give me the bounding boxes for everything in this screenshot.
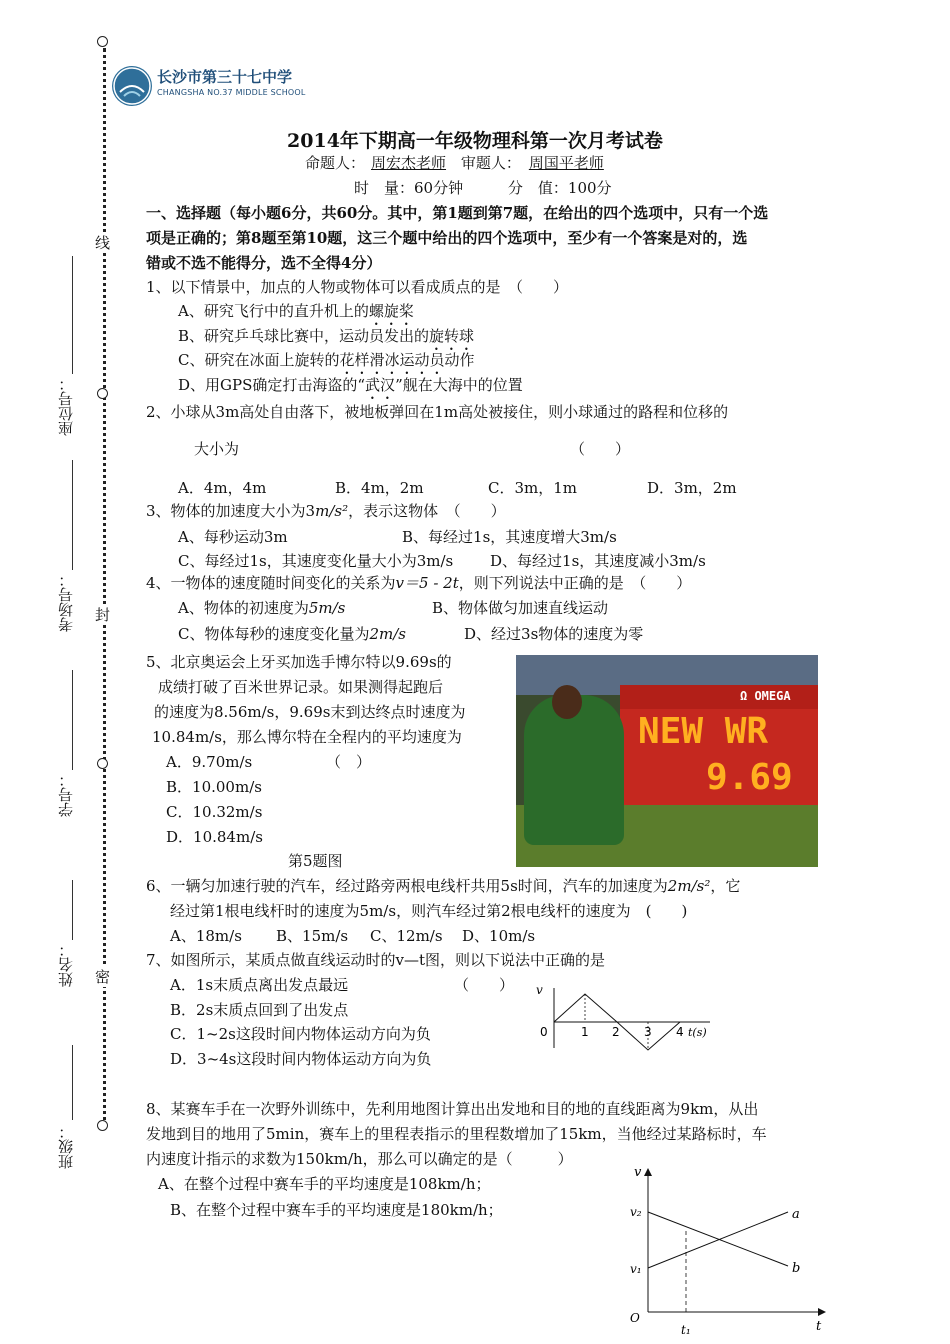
school-name-en: CHANGSHA NO.37 MIDDLE SCHOOL xyxy=(157,88,306,97)
photo-board-line1: NEW WR xyxy=(638,711,769,752)
reviewer-label: 审题人： xyxy=(460,154,521,172)
graph2-series-b: b xyxy=(792,1261,801,1276)
time-label: 时 量： xyxy=(354,179,415,197)
q6-stem-text: 6、一辆匀加速行驶的汽车，经过路旁两根电线杆共用5s时间，汽车的加速度为 xyxy=(146,877,668,895)
q7-paren: （ ） xyxy=(454,976,515,994)
q1-stem: 1、以下情景中，加点的人物或物体可以看成质点的是 （ ） xyxy=(146,278,569,296)
q1-a-text: A、研究飞行中的直升机上的 xyxy=(178,302,369,320)
q4-a-unit: 5m/s xyxy=(308,599,346,617)
q6-stem xyxy=(146,875,740,896)
q7-stem: 7、如图所示，某质点做直线运动时的v—t图，则以下说法中正确的是 xyxy=(146,951,606,969)
class-line xyxy=(72,1045,73,1120)
q2-stem-cont: 大小为 xyxy=(194,440,240,458)
q4-c-unit: 2m/s xyxy=(369,625,407,643)
q1-d-text: D、用GPS确定打击海盗的“ xyxy=(178,376,366,394)
exam-authors xyxy=(305,152,612,173)
q7-option-c: C．1~2s这段时间内物体运动方向为负 xyxy=(170,1025,431,1043)
q1-c-text: C、研究在冰面上旋转的 xyxy=(178,351,340,369)
graph2-v1: v₁ xyxy=(630,1262,642,1276)
seat-label: 座位号： xyxy=(57,376,75,436)
q4-stem-text: 4、一物体的速度随时间变化的关系为 xyxy=(146,574,396,592)
graph2-series-a: a xyxy=(792,1207,800,1222)
q3-unit: m/s² xyxy=(315,502,349,520)
q5-paren: （ ） xyxy=(326,753,372,771)
q7-vt-graph xyxy=(530,978,720,1058)
q4-formula: v＝5 - 2t xyxy=(395,574,459,592)
graph2-v2: v₂ xyxy=(630,1205,642,1219)
q3-stem-text: 3、物体的加速度大小为3 xyxy=(146,502,316,520)
score-value: 100分 xyxy=(567,179,612,197)
time-value: 60分钟 xyxy=(414,179,464,197)
photo-board-line2: 9.69 xyxy=(706,757,793,798)
photo-athlete-head xyxy=(552,685,582,719)
binding-mi: 密 xyxy=(95,968,111,986)
q1-b-text: B、研究乒乓球比赛中，运动员发出的 xyxy=(178,327,430,345)
q4-a-text: A、物体的初速度为 xyxy=(178,599,309,617)
q7-graph-tick: 3 xyxy=(644,1025,652,1039)
q7-graph-xlabel: t(s) xyxy=(688,1026,707,1039)
q7-option-b: B．2s末质点回到了出发点 xyxy=(170,1001,349,1019)
q4-c-text: C、物体每秒的速度变化量为 xyxy=(178,625,370,643)
binding-ring xyxy=(97,36,108,47)
q8-stem: 内速度计指示的求数为150km/h，那么可以确定的是（ ） xyxy=(146,1150,573,1168)
q1-option-d xyxy=(178,374,523,403)
q5-option-b: B．10.00m/s xyxy=(166,778,262,796)
q6-stem-tail: ，它 xyxy=(710,877,741,895)
vt-graph-ab xyxy=(620,1162,835,1340)
q7-option-a: A．1s末质点离出发点最远 xyxy=(170,976,349,994)
q8-stem: 发地到目的地用了5min，赛车上的里程表指示的里程数增加了15km，当他经过某路标时，车 xyxy=(146,1125,767,1143)
q5-photo xyxy=(516,655,818,867)
q2-option-b: B．4m，2m xyxy=(335,479,424,497)
q7-graph-ylabel: v xyxy=(536,983,543,997)
q4-stem xyxy=(146,572,691,593)
q5-option-a: A．9.70m/s xyxy=(166,753,253,771)
q1-d-tail: ”舰在大海中的位置 xyxy=(395,376,523,394)
section1-instruction: 一、选择题（每小题6分，共60分。其中，第1题到第7题，在给出的四个选项中，只有一个选 xyxy=(146,204,769,222)
q6-stem-cont: 经过第1根电线杆时的速度为5m/s，则汽车经过第2根电线杆的速度为 ( ) xyxy=(170,902,688,920)
q2-option-a: A．4m，4m xyxy=(178,479,267,497)
binding-xian: 线 xyxy=(95,234,111,252)
exam-title: 2014年下期高一年级物理科第一次月考试卷 xyxy=(287,130,663,152)
school-logo-icon xyxy=(112,66,152,106)
q4-option-b: B、物体做匀加速直线运动 xyxy=(432,599,609,617)
q5-option-d: D．10.84m/s xyxy=(166,828,263,846)
q4-option-c xyxy=(178,623,406,644)
photo-scoreboard xyxy=(620,685,818,805)
photo-brand: Ω OMEGA xyxy=(740,689,791,703)
q4-stem-tail: ，则下列说法中正确的是 （ ） xyxy=(458,574,692,592)
graph2-ylabel: v xyxy=(634,1165,642,1180)
q6-option-b: B、15m/s xyxy=(276,927,349,945)
q3-stem-tail: ，表示这物体 （ ） xyxy=(348,502,506,520)
q7-graph-origin: 0 xyxy=(540,1025,548,1039)
room-line xyxy=(72,460,73,570)
q3-stem xyxy=(146,500,506,521)
name-line xyxy=(72,880,73,940)
q7-graph-tick: 1 xyxy=(581,1025,589,1039)
section1-instruction: 项是正确的；第8题至第10题，这三个题中给出的四个选项中，至少有一个答案是对的，选 xyxy=(146,229,748,247)
q1-d-emph: 武汉 xyxy=(365,376,396,394)
setter-label: 命题人： xyxy=(305,154,366,172)
binding-ring xyxy=(97,758,108,769)
q3-option-b: B、每经过1s，其速度增大3m/s xyxy=(402,528,617,546)
exam-time-score xyxy=(354,177,612,198)
q1-c-tail: 动作 xyxy=(444,351,475,369)
q1-c-emph: 花样滑冰运动员 xyxy=(339,351,445,369)
q5-stem: 成绩打破了百米世界记录。如果测得起跑后 xyxy=(158,678,444,696)
section1-instruction: 错或不选不能得分，选不全得4分） xyxy=(146,254,382,272)
q3-option-c: C、每经过1s，其速度变化量大小为3m/s xyxy=(178,552,454,570)
q4-option-a xyxy=(178,597,345,618)
score-label: 分 值： xyxy=(507,179,568,197)
q5-stem: 的速度为8.56m/s，9.69s末到达终点时速度为 xyxy=(154,703,466,721)
q7-graph-tick: 2 xyxy=(612,1025,620,1039)
q2-paren: （ ） xyxy=(570,440,631,458)
graph2-t1: t₁ xyxy=(681,1323,691,1337)
q3-option-a: A、每秒运动3m xyxy=(178,528,288,546)
graph2-origin: O xyxy=(630,1311,640,1325)
room-label: 考场号： xyxy=(57,572,75,632)
q6-option-d: D、10m/s xyxy=(462,927,536,945)
q6-option-c: C、12m/s xyxy=(370,927,443,945)
seat-line xyxy=(72,256,73,374)
q2-stem: 2、小球从3m高处自由落下，被地板弹回在1m高处被接住，则小球通过的路程和位移的 xyxy=(146,403,729,421)
q2-option-d: D．3m，2m xyxy=(647,479,737,497)
binding-ring xyxy=(97,1120,108,1131)
student-id-line xyxy=(72,670,73,770)
q1-a-emph: 螺旋桨 xyxy=(368,302,414,320)
q6-unit: 2m/s² xyxy=(667,877,711,895)
q6-option-a: A、18m/s xyxy=(170,927,242,945)
q7-option-d: D．3~4s这段时间内物体运动方向为负 xyxy=(170,1050,432,1068)
school-name: 长沙市第三十七中学 xyxy=(157,68,293,86)
q5-stem: 5、北京奥运会上牙买加选手博尔特以9.69s的 xyxy=(146,653,452,671)
reviewer-name: 周国平老师 xyxy=(528,154,604,172)
q5-stem: 10.84m/s，那么博尔特在全程内的平均速度为 xyxy=(152,728,462,746)
setter-name: 周宏杰老师 xyxy=(371,154,447,172)
q8-stem: 8、某赛车手在一次野外训练中，先利用地图计算出出发地和目的地的直线距离为9km，从出 xyxy=(146,1100,759,1118)
binding-ring xyxy=(97,388,108,399)
q8-option-a: A、在整个过程中赛车手的平均速度是108km/h； xyxy=(158,1175,491,1193)
name-label: 姓名： xyxy=(57,942,75,987)
q1-b-emph: 旋转球 xyxy=(429,327,475,345)
q5-option-c: C．10.32m/s xyxy=(166,803,263,821)
graph2-xlabel: t xyxy=(816,1319,822,1334)
photo-athlete xyxy=(524,695,624,845)
q8-option-b: B、在整个过程中赛车手的平均速度是180km/h； xyxy=(170,1201,503,1219)
q3-option-d: D、每经过1s，其速度减小3m/s xyxy=(490,552,706,570)
student-id-label: 学号： xyxy=(57,772,75,817)
q4-option-d: D、经过3s物体的速度为零 xyxy=(464,625,644,643)
q2-option-c: C．3m，1m xyxy=(488,479,578,497)
binding-feng: 封 xyxy=(95,606,111,624)
class-label: 班级： xyxy=(57,1124,75,1169)
q5-caption: 第5题图 xyxy=(288,852,343,870)
q7-graph-tick: 4 xyxy=(676,1025,684,1039)
